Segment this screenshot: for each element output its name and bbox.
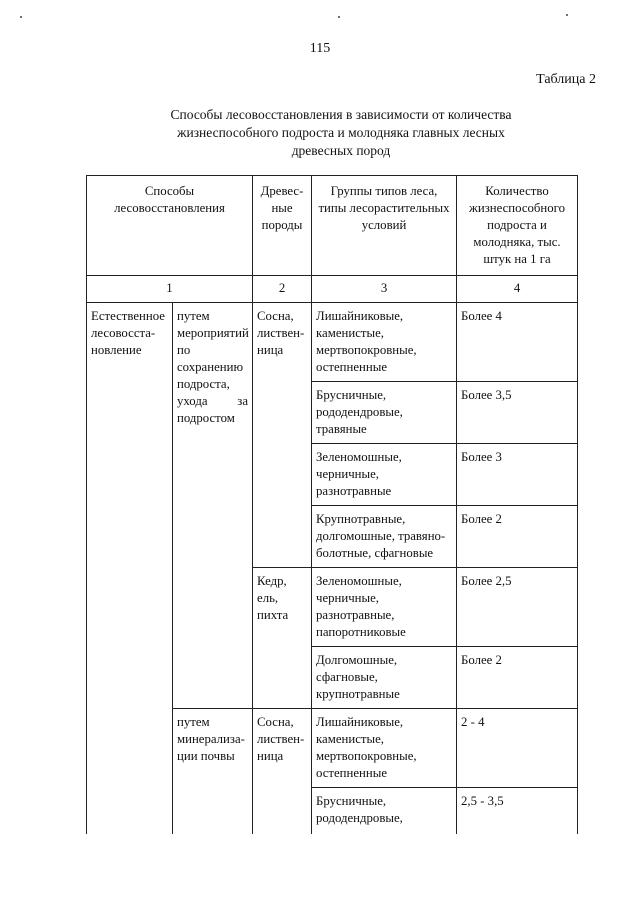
forest-type-cell: Зеленомошные, черничные, разнотравные [312,444,457,506]
column-number: 2 [253,276,312,303]
page-number: 115 [309,41,331,56]
table-row [87,303,578,382]
header-methods: Способы лесовосстановления [87,176,253,276]
action-cell: путем минерализа- ции почвы [173,709,253,835]
method-cell: Естественное лесовосста- новление [87,303,173,835]
quantity-cell: 2 - 4 [457,709,578,788]
reforestation-table [86,175,578,834]
caption-line: древесных пород [291,143,391,158]
forest-type-cell: Крупнотравные, долгомошные, травяно- болотные, сфагновые [312,506,457,568]
species-cell: Сосна, листвен- ница [253,303,312,568]
quantity-cell: Более 2 [457,647,578,709]
species-cell: Кедр, ель, пихта [253,568,312,709]
caption-line: жизнеспособного подроста и молодняка главных лесных [177,125,505,140]
column-number: 3 [312,276,457,303]
header-forest-types: Группы типов леса, типы лесорастительных условий [312,176,457,276]
forest-type-cell: Брусничные, рододендровые, [312,788,457,835]
forest-type-cell: Долгомошные, сфагновые, крупнотравные [312,647,457,709]
caption-line: Способы лесовосстановления в зависимости от количества [170,107,512,122]
scan-speck [338,16,340,18]
forest-type-cell: Лишайниковые, каменистые, мертвопокровные, остепненные [312,709,457,788]
quantity-cell: Более 2 [457,506,578,568]
column-number: 1 [87,276,253,303]
header-species: Древес- ные породы [253,176,312,276]
table-label: Таблица 2 [536,72,596,87]
quantity-cell: Более 2,5 [457,568,578,647]
forest-type-cell: Зеленомошные, черничные, разнотравные, папоротниковые [312,568,457,647]
scan-speck [566,14,568,16]
action-cell: путем мероприятий по сохранению подроста, ухода за подростом [173,303,253,709]
quantity-cell: Более 3,5 [457,382,578,444]
quantity-cell: 2,5 - 3,5 [457,788,578,835]
scan-speck [20,16,22,18]
quantity-cell: Более 3 [457,444,578,506]
header-quantity: Количество жизнеспособного подроста и молодняка, тыс. штук на 1 га [457,176,578,276]
species-cell: Сосна, листвен- ница [253,709,312,835]
column-number: 4 [457,276,578,303]
table-header-row [87,176,578,276]
column-number-row [87,276,578,303]
forest-type-cell: Лишайниковые, каменистые, мертвопокровные, остепненные [312,303,457,382]
quantity-cell: Более 4 [457,303,578,382]
table-caption [170,106,512,160]
forest-type-cell: Брусничные, рододендровые, травяные [312,382,457,444]
